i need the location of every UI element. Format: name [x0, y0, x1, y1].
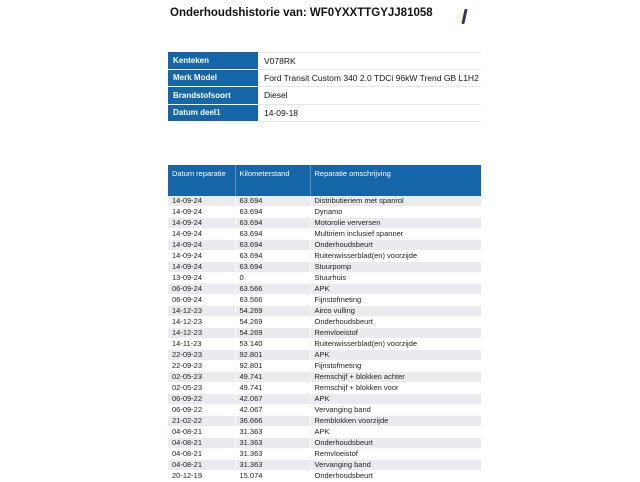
- table-row: [168, 438, 481, 449]
- odometer-cell: 63.694: [235, 262, 310, 273]
- repair-date-cell: 21-02-22: [168, 416, 235, 427]
- table-row: [168, 383, 481, 394]
- odometer-cell: 63.694: [235, 229, 310, 240]
- repair-date-cell: 06-09-24: [168, 295, 235, 306]
- odometer-cell: 63.694: [235, 207, 310, 218]
- table-row: [168, 317, 481, 328]
- repair-description-cell: Dynamo: [310, 207, 481, 218]
- table-row: [168, 229, 481, 240]
- repair-description-cell: Onderhoudsbeurt: [310, 317, 481, 328]
- table-row: [168, 460, 481, 471]
- repair-date-cell: 13-09-24: [168, 273, 235, 284]
- vehicle-info-label: Merk Model: [168, 70, 258, 88]
- repair-date-cell: 14-12-23: [168, 328, 235, 339]
- vehicle-info-row: [168, 52, 481, 70]
- odometer-cell: 54.269: [235, 328, 310, 339]
- table-row: [168, 449, 481, 460]
- vehicle-info-table: [168, 52, 481, 122]
- odometer-cell: 92.801: [235, 361, 310, 372]
- repair-description-cell: Fijnstofmeting: [310, 295, 481, 306]
- odometer-cell: 54.269: [235, 306, 310, 317]
- repair-description-cell: Vervanging band: [310, 405, 481, 416]
- repair-date-cell: 06-09-24: [168, 284, 235, 295]
- page-title: Onderhoudshistorie van: WF0YXXTTGYJJ81058: [170, 7, 433, 19]
- odometer-cell: 42.067: [235, 394, 310, 405]
- repair-date-cell: 14-12-23: [168, 317, 235, 328]
- repair-date-cell: 04-08-21: [168, 427, 235, 438]
- vehicle-info-value: V078RK: [258, 52, 481, 70]
- repair-date-cell: 14-09-24: [168, 196, 235, 207]
- odometer-cell: 31.363: [235, 449, 310, 460]
- vehicle-info-row: [168, 105, 481, 123]
- table-row: [168, 207, 481, 218]
- repair-date-cell: 06-09-22: [168, 394, 235, 405]
- odometer-cell: 63.694: [235, 196, 310, 207]
- table-row: [168, 328, 481, 339]
- vehicle-info-value: Ford Transit Custom 340 2.0 TDCi 96kW Trend GB L1H2: [258, 70, 481, 88]
- repair-description-cell: Onderhoudsbeurt: [310, 471, 481, 482]
- table-row: [168, 262, 481, 273]
- repair-date-cell: 14-09-24: [168, 229, 235, 240]
- table-row: [168, 339, 481, 350]
- repair-description-cell: Ruitenwisserblad(en) voorzijde: [310, 339, 481, 350]
- vehicle-info-row: [168, 70, 481, 88]
- table-row: [168, 471, 481, 482]
- vehicle-info-label: Datum deel1: [168, 105, 258, 123]
- table-row: [168, 295, 481, 306]
- table-row: [168, 350, 481, 361]
- repair-date-cell: 06-09-22: [168, 405, 235, 416]
- column-header: Kilometerstand: [235, 165, 310, 196]
- repair-description-cell: Remvloeistof: [310, 328, 481, 339]
- odometer-cell: 15.074: [235, 471, 310, 482]
- table-row: [168, 284, 481, 295]
- repair-date-cell: 04-08-21: [168, 438, 235, 449]
- odometer-cell: 63.694: [235, 251, 310, 262]
- odometer-cell: 63.694: [235, 218, 310, 229]
- repair-date-cell: 14-12-23: [168, 306, 235, 317]
- vehicle-info-value: Diesel: [258, 87, 481, 105]
- repair-description-cell: Multiriem inclusief spanner: [310, 229, 481, 240]
- vehicle-info-row: [168, 87, 481, 105]
- table-header-row: [168, 165, 481, 196]
- repair-date-cell: 04-08-21: [168, 449, 235, 460]
- repair-description-cell: Ruitenwisserblad(en) voorzijde: [310, 251, 481, 262]
- repair-description-cell: Remblokken voorzijde: [310, 416, 481, 427]
- table-row: [168, 196, 481, 207]
- table-row: [168, 427, 481, 438]
- table-row: [168, 218, 481, 229]
- repair-date-cell: 14-09-24: [168, 262, 235, 273]
- column-header: Datum reparatie: [168, 165, 235, 196]
- odometer-cell: 92.801: [235, 350, 310, 361]
- vehicle-info-label: Brandstofsoort: [168, 87, 258, 105]
- table-row: [168, 240, 481, 251]
- vehicle-info-label: Kenteken: [168, 52, 258, 70]
- repair-date-cell: 14-09-24: [168, 218, 235, 229]
- repair-description-cell: Fijnstofmeting: [310, 361, 481, 372]
- odometer-cell: 63.566: [235, 295, 310, 306]
- repair-date-cell: 02-05-23: [168, 372, 235, 383]
- repair-description-cell: Airco vulling: [310, 306, 481, 317]
- odometer-cell: 54.269: [235, 317, 310, 328]
- table-row: [168, 416, 481, 427]
- repair-date-cell: 14-09-24: [168, 251, 235, 262]
- odometer-cell: 42.067: [235, 405, 310, 416]
- table-row: [168, 273, 481, 284]
- odometer-cell: 36.666: [235, 416, 310, 427]
- table-row: [168, 372, 481, 383]
- repair-date-cell: 14-09-24: [168, 240, 235, 251]
- odometer-cell: 53.140: [235, 339, 310, 350]
- odometer-cell: 0: [235, 273, 310, 284]
- repair-description-cell: Vervanging band: [310, 460, 481, 471]
- repair-description-cell: Remschijf + blokken voor: [310, 383, 481, 394]
- repair-date-cell: 14-11-23: [168, 339, 235, 350]
- table-row: [168, 361, 481, 372]
- repair-description-cell: Remvloeistof: [310, 449, 481, 460]
- odometer-cell: 63.566: [235, 284, 310, 295]
- repair-description-cell: Stuurpomp: [310, 262, 481, 273]
- repair-date-cell: 22-09-23: [168, 361, 235, 372]
- odometer-cell: 63.694: [235, 240, 310, 251]
- repair-description-cell: APK: [310, 394, 481, 405]
- odometer-cell: 49.741: [235, 372, 310, 383]
- vehicle-info-value: 14-09-18: [258, 105, 481, 123]
- column-header: Reparatie omschrijving: [310, 165, 481, 196]
- repair-description-cell: Onderhoudsbeurt: [310, 240, 481, 251]
- repair-date-cell: 02-05-23: [168, 383, 235, 394]
- repair-description-cell: APK: [310, 350, 481, 361]
- odometer-cell: 31.363: [235, 460, 310, 471]
- repair-date-cell: 14-09-24: [168, 207, 235, 218]
- repair-description-cell: Stuurhuis: [310, 273, 481, 284]
- table-row: [168, 306, 481, 317]
- repair-description-cell: APK: [310, 427, 481, 438]
- repair-date-cell: 20-12-19: [168, 471, 235, 482]
- repair-description-cell: APK: [310, 284, 481, 295]
- repair-date-cell: 22-09-23: [168, 350, 235, 361]
- odometer-cell: 31.363: [235, 438, 310, 449]
- repair-history-table: [168, 165, 481, 482]
- odometer-cell: 31.363: [235, 427, 310, 438]
- repair-description-cell: Motorolie verversen: [310, 218, 481, 229]
- table-row: [168, 251, 481, 262]
- repair-description-cell: Remschijf + blokken achter: [310, 372, 481, 383]
- odometer-cell: 49.741: [235, 383, 310, 394]
- repair-description-cell: Onderhoudsbeurt: [310, 438, 481, 449]
- repair-date-cell: 04-08-21: [168, 460, 235, 471]
- table-row: [168, 394, 481, 405]
- table-row: [168, 405, 481, 416]
- repair-description-cell: Distributieriem met spanrol: [310, 196, 481, 207]
